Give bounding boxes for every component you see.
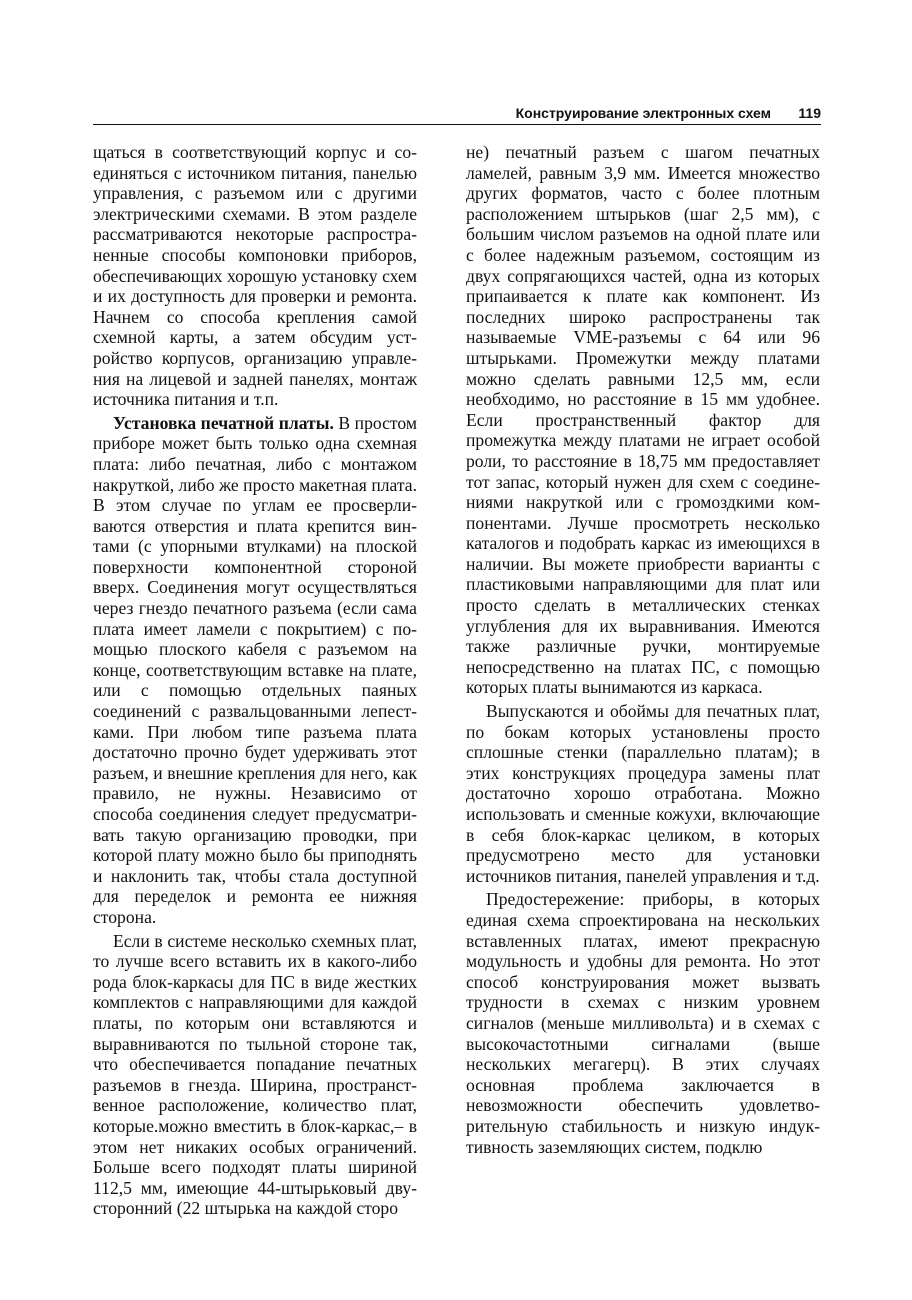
running-header-title: Конструирование электронных схем bbox=[515, 105, 771, 121]
left-text-column bbox=[93, 142, 417, 1219]
section-run-in-heading: Установка печатной платы. bbox=[113, 412, 334, 433]
page-number: 119 bbox=[798, 105, 821, 121]
section-body-text: В простом приборе может быть только одна схемная плата: либо печатная, либо с монтажом накруткой, либо же просто макетная плата. В этом случае по углам ее просверливаются отверстия и плата крепится винтами (с упорными втулками) на плоской поверхности компонентной стороной вверх. Соединения могут осуществляться через гнездо печатного разъема (если сама плата имеет ламели с покрытием) с помощью плоского кабеля с разъемом на конце, соответствующим вставке на плате, или с помощью отдельных паяных соединений с развальцованными лепестками. При любом типе разъема плата достаточно прочно будет удерживать этот разъем, и внешние крепления для него, как правило, не нужны. Независимо от способа соединения следует предусматривать такую организацию проводки, при которой плату можно было бы приподнять и наклонить так, чтобы стала доступной для переделок и ремонта ее нижняя сторона. bbox=[93, 412, 417, 927]
paragraph-multiple-boards: Если в системе несколько схемных плат, то лучше всего вставить их в какого-либо рода блок-каркасы для ПС в виде жестких комплектов с направляющими для каждой платы, по которым они вставляются и выравниваются по тыльной стороне так, что обеспечивается попадание печатных разъемов в гнезда. Ширина, пространственное расположение, количество плат, которые.можно вместить в блок-каркас,– в этом нет никаких особых ограничений. Больше всего подходят платы шириной 112,5 мм, имеющие 44-штырьковый двусторонний (22 штырька на каждой сторо bbox=[93, 930, 417, 1219]
header-divider bbox=[93, 124, 821, 125]
paragraph-continued-from-previous-page: щаться в соответствующий корпус и соединяться с источником питания, панелью управления, с разъемом или с другими электрическими схемами. В этом разделе рассматриваются некоторые распространенные способы компоновки приборов, обеспечивающих хорошую установку схем и их доступность для проверки и ремонта. Начнем со способа крепления самой схемной карты, а затем обсудим устройство корпусов, организацию управления на лицевой и задней панелях, монтаж источника питания и т.п. bbox=[93, 142, 417, 410]
paragraph-board-cages: Выпускаются и обоймы для печатных плат, по бокам которых установлены просто сплошные стенки (параллельно платам); в этих конструкциях процедура замены плат достаточно хорошо отработана. Можно использовать и сменные кожухи, включающие в себя блок-каркас целиком, в которых предусмотрено место для установки источников питания, панелей управления и т.д. bbox=[466, 701, 820, 886]
running-header bbox=[93, 103, 821, 123]
paragraph-warning: Предостережение: приборы, в которых единая схема спроектирована на нескольких вставленных платах, имеют прекрасную модульность и удобны для ремонта. Но этот способ конструирования может вызвать трудности в схемах с низким уровнем сигналов (меньше милливольта) и в схемах с высокочастотными сигналами (выше нескольких мегагерц). В этих случаях основная проблема заключается в невозможности обеспечить удовлетворительную стабильность и низкую индуктивность заземляющих систем, подклю bbox=[466, 889, 820, 1157]
paragraph-connector-formats: не) печатный разъем с шагом печатных ламелей, равным 3,9 мм. Имеется множество других форматов, часто с более плотным расположением штырьков (шаг 2,5 мм), с большим числом разъемов на одной плате или с более надежным разъемом, состоящим из двух сопрягающихся частей, одна из которых припаивается к плате как компонент. Из последних широко распространены так называемые VME-разъемы с 64 или 96 штырьками. Промежутки между платами можно сделать равными 12,5 мм, если необходимо, но расстояние в 15 мм удобнее. Если пространственный фактор для промежутка между платами не играет особой роли, то расстояние в 18,75 мм предоставляет тот запас, который нужен для схем с соединениями накруткой или с громоздкими компонентами. Лучше просмотреть несколько каталогов и подобрать каркас из имеющихся в наличии. Вы можете приобрести варианты с пластиковыми направляющими для плат или просто сделать в металлических стенках углубления для их выравнивания. Имеются также различные ручки, монтируемые непосредственно на платах ПС, с помощью которых платы вынимаются из каркаса. bbox=[466, 142, 820, 698]
paragraph-board-mounting bbox=[93, 413, 417, 928]
right-text-column bbox=[466, 142, 820, 1157]
